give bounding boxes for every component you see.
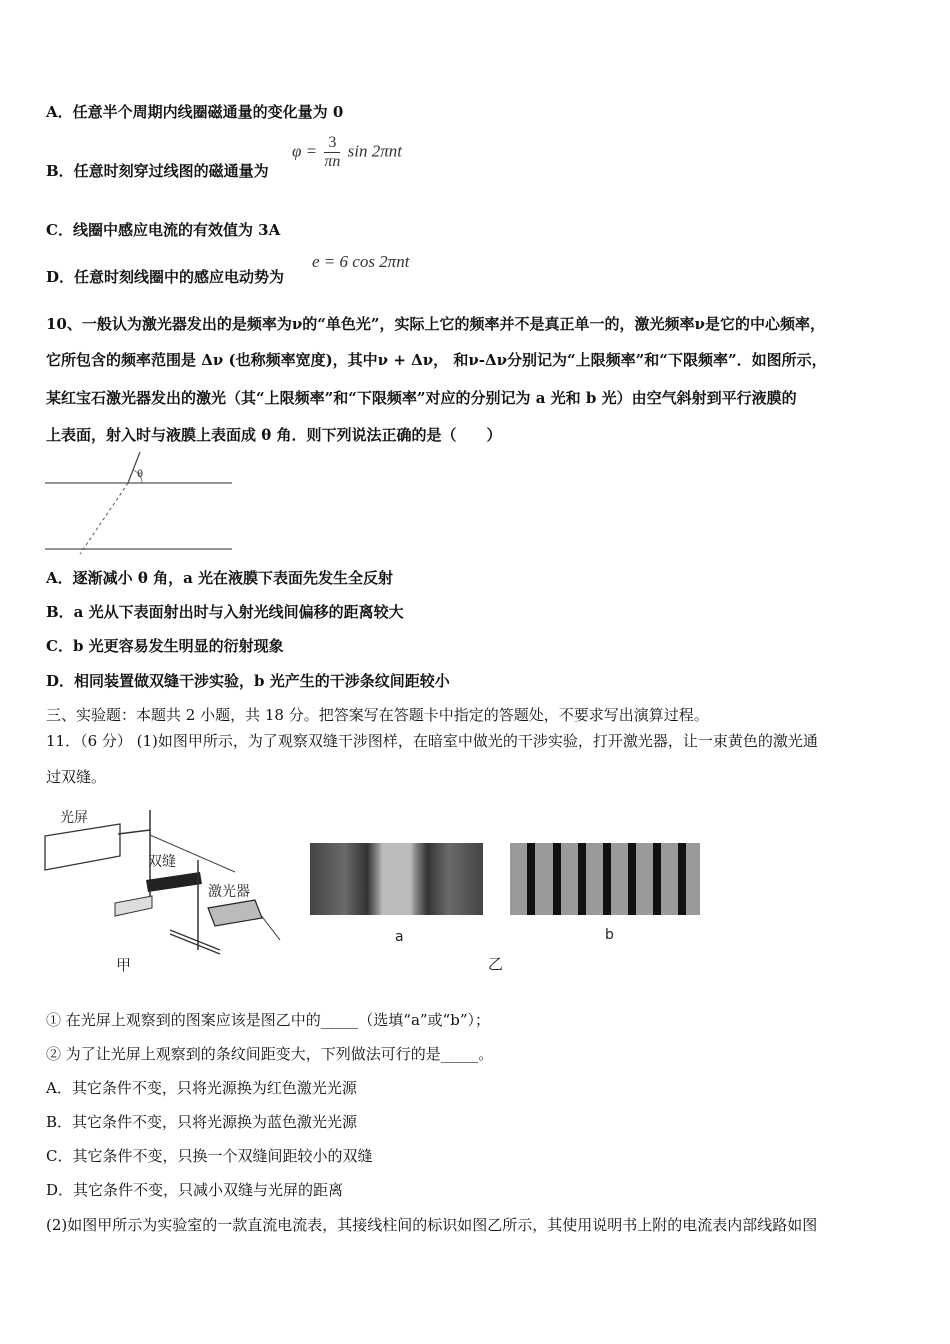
- label-yi: 乙: [488, 955, 504, 973]
- refracted-ray: [80, 483, 128, 554]
- label-jia: 甲: [116, 956, 132, 974]
- q10-liquid-film-figure: [40, 450, 240, 560]
- q9-option-d: D．任意时刻线圈中的感应电动势为: [46, 268, 285, 286]
- pattern-b-fringe: [553, 843, 561, 915]
- formula-rhs: sin 2πnt: [347, 141, 402, 161]
- q10-option-b: B．a 光从下表面射出时与入射光线间偏移的距离较大: [46, 603, 404, 621]
- q11-figure-yi-patterns: [305, 835, 710, 975]
- q11-sub-question-1: ① 在光屏上观察到的图案应该是图乙中的_____（选填“a”或“b”）；: [46, 1011, 490, 1029]
- stand-base-2: [170, 930, 220, 950]
- q9-option-b-formula: [292, 134, 402, 171]
- pattern-a: [310, 843, 483, 915]
- q10-line-2: 它所包含的频率范围是 Δν (也称频率宽度)，其中ν + Δν， 和ν-Δν分别记为“上限频率”和“下限频率”．如图所示，: [46, 351, 827, 369]
- pattern-b-fringe: [678, 843, 686, 915]
- q11-option-c: C．其它条件不变，只换一个双缝间距较小的双缝: [46, 1147, 373, 1165]
- pattern-b-fringe: [578, 843, 586, 915]
- q10-line-4: 上表面，射入时与液膜上表面成 θ 角．则下列说法正确的是（ ）: [46, 426, 502, 444]
- label-double-slit: 双缝: [148, 854, 176, 870]
- q9-option-c: C．线圈中感应电流的有效值为 3A: [46, 221, 281, 239]
- q11-line-1: 11．（6 分） (1)如图甲所示，为了观察双缝干涉图样，在暗室中做光的干涉实验，打开激光器，让一束黄色的激光通: [46, 732, 818, 750]
- stand-base-2b: [170, 934, 220, 954]
- pattern-b-fringe: [653, 843, 661, 915]
- q9-option-d-formula: e = 6 cos 2πnt: [312, 252, 410, 271]
- pattern-b-fringe: [527, 843, 535, 915]
- label-a: a: [395, 929, 404, 945]
- pattern-b-fringe: [603, 843, 611, 915]
- laser-cable: [260, 914, 280, 940]
- section-3-heading: 三、实验题：本题共 2 小题，共 18 分。把答案写在答题卡中指定的答题处，不要求写出演算过程。: [46, 706, 709, 724]
- q9-option-b: B．任意时刻穿过线图的磁通量为: [46, 162, 269, 180]
- double-slit: [146, 872, 202, 892]
- stand-base-1: [115, 896, 152, 916]
- screen-clamp: [118, 830, 150, 834]
- q10-line-1: 10、一般认为激光器发出的是频率为ν的“单色光”，实际上它的频率并不是真正单一的，激光频率ν是它的中心频率，: [46, 315, 825, 333]
- q10-option-c: C．b 光更容易发生明显的衍射现象: [46, 637, 284, 655]
- fraction-denominator: πn: [324, 153, 341, 170]
- theta-label: θ: [137, 469, 144, 480]
- q11-sub-question-2: ② 为了让光屏上观察到的条纹间距变大，下列做法可行的是_____。: [46, 1045, 494, 1063]
- label-screen: 光屏: [60, 810, 88, 826]
- q10-option-a: A．逐渐减小 θ 角，a 光在液膜下表面先发生全反射: [46, 569, 394, 587]
- light-screen: [45, 824, 120, 870]
- label-b: b: [605, 927, 614, 943]
- q11-figure-jia-apparatus: [40, 800, 290, 980]
- q11-option-d: D．其它条件不变，只减小双缝与光屏的距离: [46, 1181, 344, 1199]
- q11-part-2: (2)如图甲所示为实验室的一款直流电流表，其接线柱间的标识如图乙所示，其使用说明书上附的电流表内部线路如图: [46, 1216, 818, 1234]
- q9-option-a: A．任意半个周期内线圈磁通量的变化量为 0: [46, 103, 344, 121]
- fraction-numerator: 3: [324, 134, 340, 153]
- q11-option-b: B．其它条件不变，只将光源换为蓝色激光光源: [46, 1113, 358, 1131]
- laser-device: [208, 900, 262, 926]
- formula-fraction: [324, 134, 340, 171]
- formula-lhs: φ =: [292, 141, 318, 161]
- label-laser: 激光器: [208, 884, 250, 900]
- q10-option-d: D．相同装置做双缝干涉实验，b 光产生的干涉条纹间距较小: [46, 672, 450, 690]
- q11-line-2: 过双缝。: [46, 768, 107, 786]
- q11-option-a: A．其它条件不变，只将光源换为红色激光光源: [46, 1079, 357, 1097]
- q10-line-3: 某红宝石激光器发出的激光（其“上限频率”和“下限频率”对应的分别记为 a 光和 b 光）由空气斜射到平行液膜的: [46, 389, 797, 407]
- pattern-b-fringe: [628, 843, 636, 915]
